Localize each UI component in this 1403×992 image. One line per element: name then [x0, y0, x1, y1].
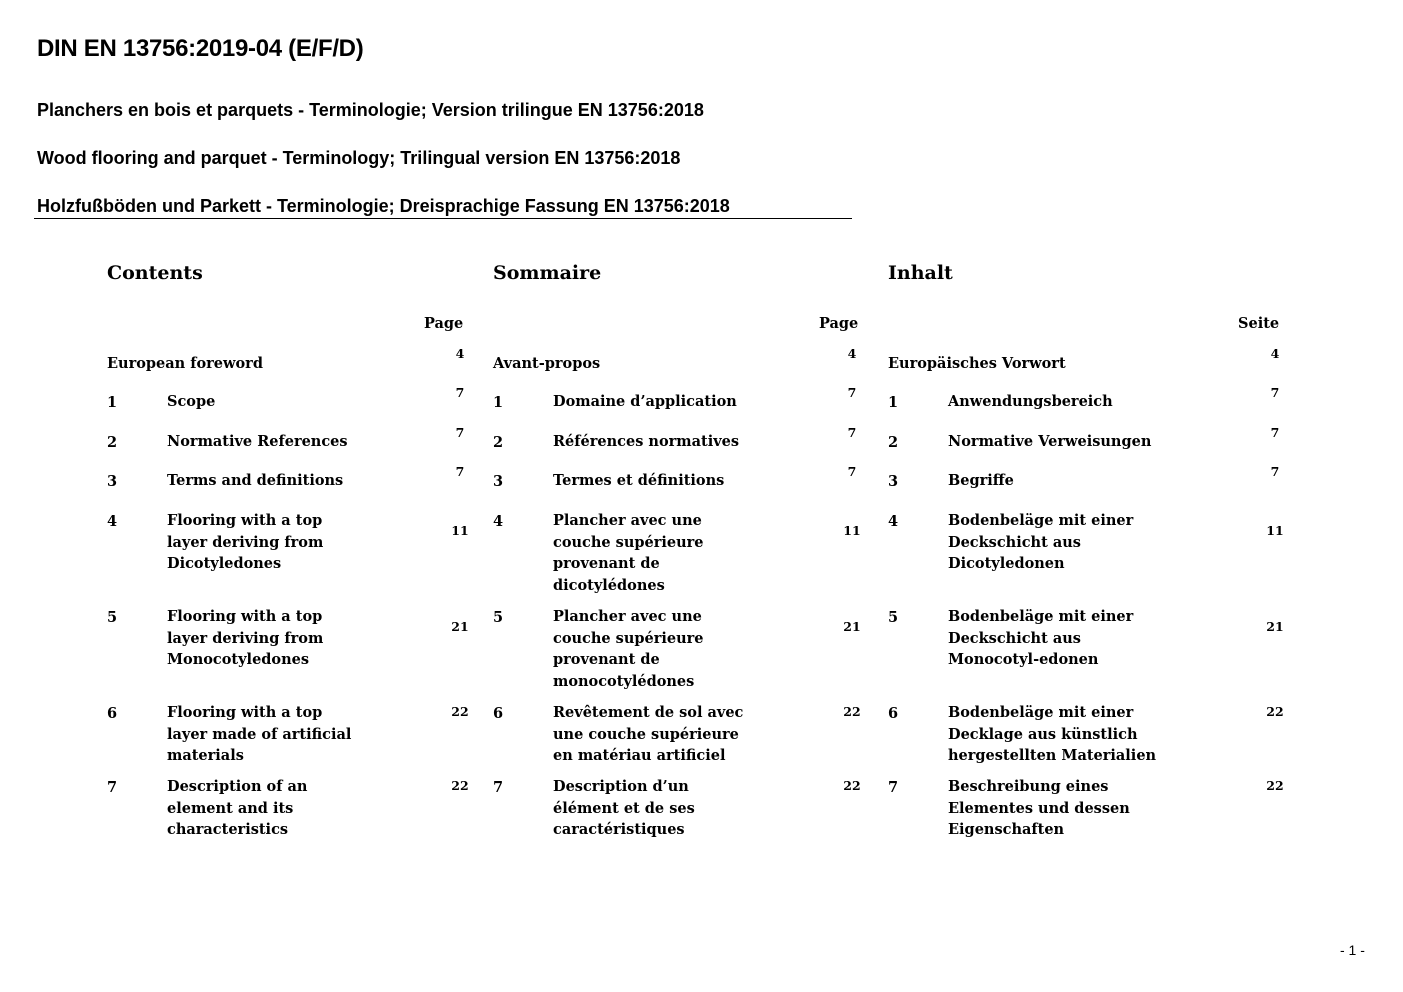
toc-entry-title: Avant-propos — [493, 355, 601, 372]
toc-entry-title: Europäisches Vorwort — [888, 355, 1066, 372]
toc-entry-page: 7 — [1270, 425, 1280, 440]
toc-entry-title-line: Flooring with a top — [167, 704, 323, 721]
toc-entry-title-line: Beschreibung eines — [948, 778, 1109, 795]
toc-entry-number: 3 — [888, 473, 899, 490]
toc-entry-title-line: Monocotyl-edonen — [948, 651, 1099, 668]
toc-entry-title-line: layer deriving from — [167, 629, 324, 647]
toc-entry-page: 7 — [455, 464, 465, 479]
toc-entry-page: 7 — [847, 464, 857, 479]
page-column-label: Page — [424, 315, 464, 332]
toc-entry-number: 4 — [107, 513, 118, 530]
toc-entry-title-line: en matériau artificiel — [553, 747, 726, 764]
toc-entry-title-line: Dicotyledonen — [948, 555, 1065, 572]
page-column-label: Seite — [1238, 315, 1280, 332]
toc-entry-title-line: element and its — [167, 799, 294, 817]
toc-entry-title-line: Plancher avec une — [553, 608, 702, 625]
title-underline — [34, 218, 852, 219]
toc-entry-title-line: Eigenschaften — [948, 821, 1065, 838]
toc-entry-page: 7 — [847, 425, 857, 440]
toc-entry-page: 21 — [1266, 619, 1284, 634]
toc-entry-page: 22 — [843, 704, 861, 719]
toc-entry-page: 22 — [451, 704, 469, 719]
toc-entry-number: 2 — [107, 434, 118, 451]
toc-entry-title-line: Bodenbeläge mit einer — [948, 512, 1134, 529]
toc-entry-page: 11 — [451, 523, 469, 538]
toc-entry-title-line: caractéristiques — [553, 821, 685, 838]
toc-entry-number: 5 — [493, 609, 504, 626]
toc-entry-number: 4 — [493, 513, 504, 530]
toc-entry-page: 21 — [843, 619, 861, 634]
toc-entry-title-line: Normative References — [167, 433, 348, 450]
toc-entry-page: 7 — [1270, 464, 1280, 479]
toc-entry-title-line: Revêtement de sol avec — [553, 704, 744, 721]
toc-heading: Sommaire — [493, 262, 602, 284]
toc-entry-title-line: Flooring with a top — [167, 608, 323, 625]
toc-entry-title-line: Terms and definitions — [167, 472, 344, 489]
toc-entry-title-line: Decklage aus künstlich — [948, 725, 1138, 743]
toc-entry-page: 22 — [1266, 778, 1284, 793]
toc-entry-title-line: Termes et définitions — [553, 472, 725, 489]
toc-entry-page: 22 — [1266, 704, 1284, 719]
toc-entry-title-line: Normative Verweisungen — [948, 433, 1152, 450]
toc-entry-number: 1 — [107, 394, 118, 411]
toc-entry-title-line: Bodenbeläge mit einer — [948, 608, 1134, 625]
toc-entry-number: 5 — [888, 609, 899, 626]
toc-entry-number: 3 — [493, 473, 504, 490]
toc-entry-number: 6 — [107, 705, 118, 722]
toc-entry-number: 6 — [493, 705, 504, 722]
toc-entry-title-line: Plancher avec une — [553, 512, 702, 529]
toc-entry-number: 7 — [888, 779, 899, 796]
toc-entry-title: European foreword — [107, 355, 263, 372]
toc-entry-page: 11 — [843, 523, 861, 538]
toc-entry-title-line: Description d’un — [553, 778, 689, 795]
toc-entry-title-line: Références normatives — [553, 433, 740, 450]
toc-entry-number: 6 — [888, 705, 899, 722]
toc-entry-number: 5 — [107, 609, 118, 626]
toc-entry-number: 2 — [493, 434, 504, 451]
toc-entry-title-line: Elementes und dessen — [948, 799, 1130, 817]
toc-entry-page: 4 — [1270, 346, 1280, 361]
toc-heading: Contents — [107, 262, 203, 284]
toc-entry-title-line: Description of an — [167, 778, 308, 795]
toc-entry-title-line: Scope — [167, 393, 216, 410]
toc-entry-page: 22 — [451, 778, 469, 793]
toc-entry-title-line: dicotylédones — [553, 576, 665, 594]
toc-entry-page: 7 — [455, 385, 465, 400]
toc-entry-title-line: Deckschicht aus — [948, 533, 1081, 551]
toc-entry-number: 7 — [107, 779, 118, 796]
toc-entry-title-line: characteristics — [167, 821, 289, 838]
toc-entry-number: 4 — [888, 513, 899, 530]
toc-entry-title-line: Deckschicht aus — [948, 629, 1081, 647]
toc-entry-page: 7 — [1270, 385, 1280, 400]
page-number: - 1 - — [1340, 942, 1365, 958]
toc-entry-number: 2 — [888, 434, 899, 451]
toc-entry-title-line: Begriffe — [948, 472, 1014, 489]
toc-entry-number: 7 — [493, 779, 504, 796]
toc-entry-title-line: Bodenbeläge mit einer — [948, 704, 1134, 721]
toc-entry-number: 1 — [888, 394, 899, 411]
subtitle-english: Wood flooring and parquet - Terminology; Trilingual version EN 13756:2018 — [37, 148, 681, 168]
toc-entry-page: 7 — [455, 425, 465, 440]
toc-entry-title-line: layer deriving from — [167, 533, 324, 551]
toc-entry-title-line: Anwendungsbereich — [948, 393, 1113, 410]
subtitle-french: Planchers en bois et parquets - Terminologie; Version trilingue EN 13756:2018 — [37, 100, 704, 120]
toc-entry-title-line: provenant de — [553, 555, 660, 572]
toc-entry-page: 21 — [451, 619, 469, 634]
toc-entry-page: 4 — [455, 346, 465, 361]
toc-entry-number: 1 — [493, 394, 504, 411]
toc-entry-title-line: Flooring with a top — [167, 512, 323, 529]
toc-entry-page: 22 — [843, 778, 861, 793]
toc-entry-title-line: Dicotyledones — [167, 555, 282, 572]
toc-entry-title-line: monocotylédones — [553, 672, 695, 690]
toc-entry-title-line: couche supérieure — [553, 533, 704, 551]
toc-entry-title-line: une couche supérieure — [553, 725, 739, 743]
toc-entry-title-line: Monocotyledones — [167, 651, 310, 668]
toc-heading: Inhalt — [888, 262, 953, 284]
subtitle-german: Holzfußböden und Parkett - Terminologie; Dreisprachige Fassung EN 13756:2018 — [37, 196, 730, 216]
toc-entry-title-line: Domaine d’application — [553, 393, 737, 410]
toc-entry-title-line: layer made of artificial — [167, 725, 352, 743]
toc-entry-number: 3 — [107, 473, 118, 490]
page-column-label: Page — [819, 315, 859, 332]
toc-entry-title-line: materials — [167, 747, 244, 764]
toc-entry-page: 7 — [847, 385, 857, 400]
toc-entry-page: 4 — [847, 346, 857, 361]
toc-entry-title-line: hergestellten Materialien — [948, 747, 1157, 764]
toc-entry-page: 11 — [1266, 523, 1284, 538]
toc-entry-title-line: couche supérieure — [553, 629, 704, 647]
toc-entry-title-line: élément et de ses — [553, 799, 695, 817]
document-title: DIN EN 13756:2019-04 (E/F/D) — [37, 35, 364, 62]
toc-entry-title-line: provenant de — [553, 651, 660, 668]
